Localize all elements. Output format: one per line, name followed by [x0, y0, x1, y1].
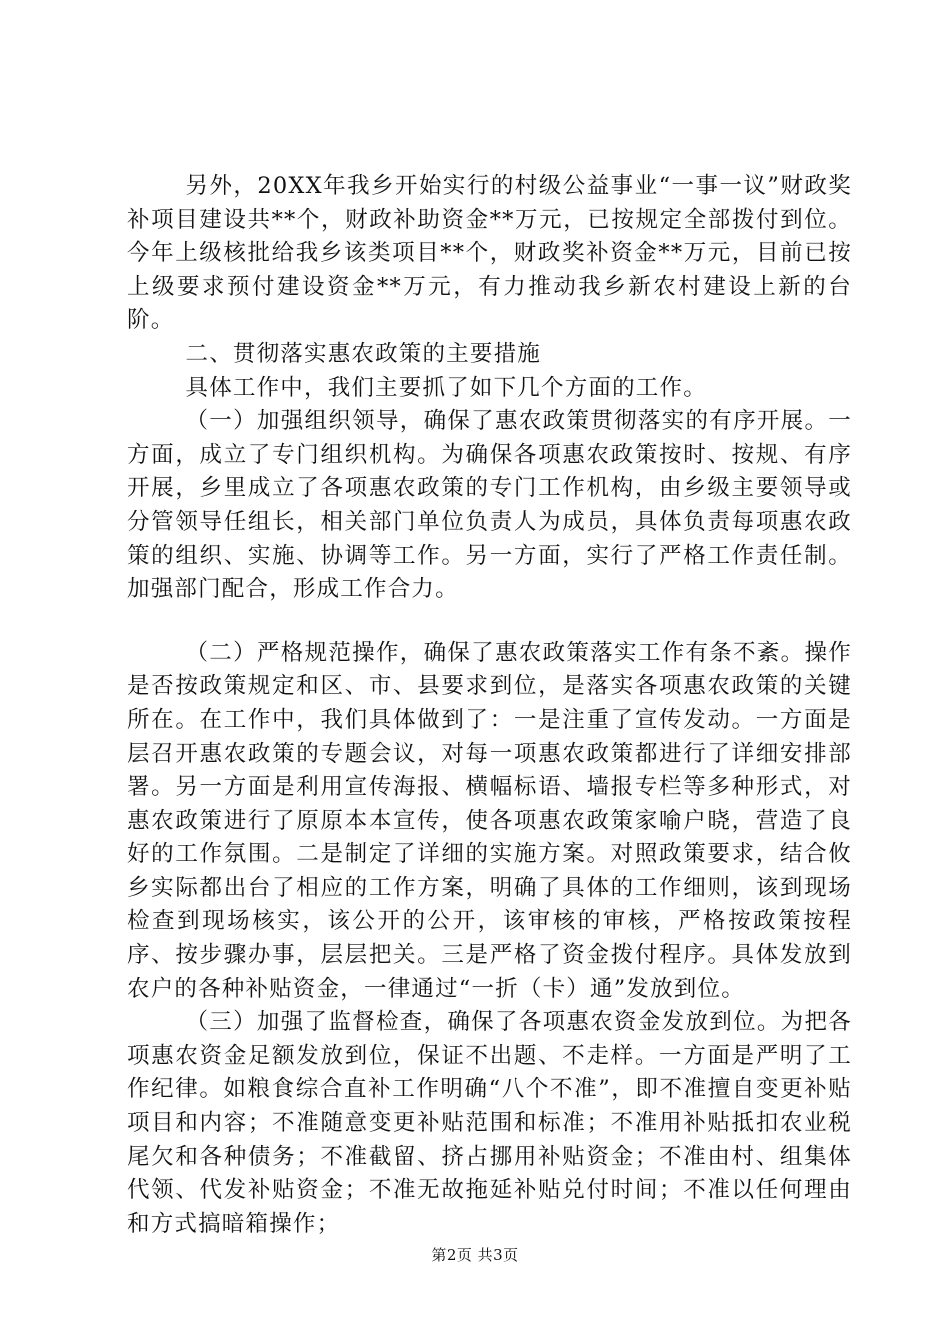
paragraph-standardized-operation: （二）严格规范操作，确保了惠农政策落实工作有条不紊。操作是否按政策规定和区、市、县要求到位，是落实各项惠农政策的关键所在。在工作中，我们具体做到了：一是注重了宣传发动。一方面是层召开惠农政策的专题会议，对每一项惠农政策都进行了详细安排部署。另一方面是利用宣传海报、横幅标语、墙报专栏等多种形式，对惠农政策进行了原原本本宣传，使各项惠农政策家喻户晓，营造了良好的工作氛围。二是制定了详细的实施方案。对照政策要求，结合攸乡实际都出台了相应的工作方案，明确了具体的工作细则，该到现场检查到现场核实，该公开的公开，该审核的审核，严格按政策按程序、按步骤办事，层层把关。三是严格了资金拨付程序。具体发放到农户的各种补贴资金，一律通过“一折（卡）通”发放到位。: [127, 639, 852, 1002]
document-body: [127, 170, 852, 1241]
paragraph-public-welfare-subsidy: 另外，20XX年我乡开始实行的村级公益事业“一事一议”财政奖补项目建设共**个，财政补助资金**万元，已按规定全部拨付到位。今年上级核批给我乡该类项目**个，财政奖补资金**万元，目前已按上级要求预付建设资金**万元，有力推动我乡新农村建设上新的台阶。: [127, 173, 852, 334]
paragraph-supervision-inspection: （三）加强了监督检查，确保了各项惠农资金发放到位。为把各项惠农资金足额发放到位，保证不出题、不走样。一方面是严明了工作纪律。如粮食综合直补工作明确“八个不准”，即不准擅自变更补贴项目和内容；不准随意变更补贴范围和标准；不准用补贴抵扣农业税尾欠和各种债务；不准截留、挤占挪用补贴资金；不准由村、组集体代领、代发补贴资金；不准无故拖延补贴兑付时间；不准以任何理由和方式搞暗箱操作；: [127, 1009, 852, 1237]
paragraph-organization-leadership: （一）加强组织领导，确保了惠农政策贯彻落实的有序开展。一方面，成立了专门组织机构。为确保各项惠农政策按时、按规、有序开展，乡里成立了各项惠农政策的专门工作机构，由乡级主要领导或分管领导任组长，相关部门单位负责人为成员，具体负责每项惠农政策的组织、实施、协调等工作。另一方面，实行了严格工作责任制。加强部门配合，形成工作合力。: [127, 408, 852, 603]
page-number-footer: 第2页 共3页: [431, 1246, 519, 1264]
paragraph-intro-work-aspects: 具体工作中，我们主要抓了如下几个方面的工作。: [185, 374, 707, 401]
section-heading-main-measures: 二、贯彻落实惠农政策的主要措施: [185, 340, 542, 367]
